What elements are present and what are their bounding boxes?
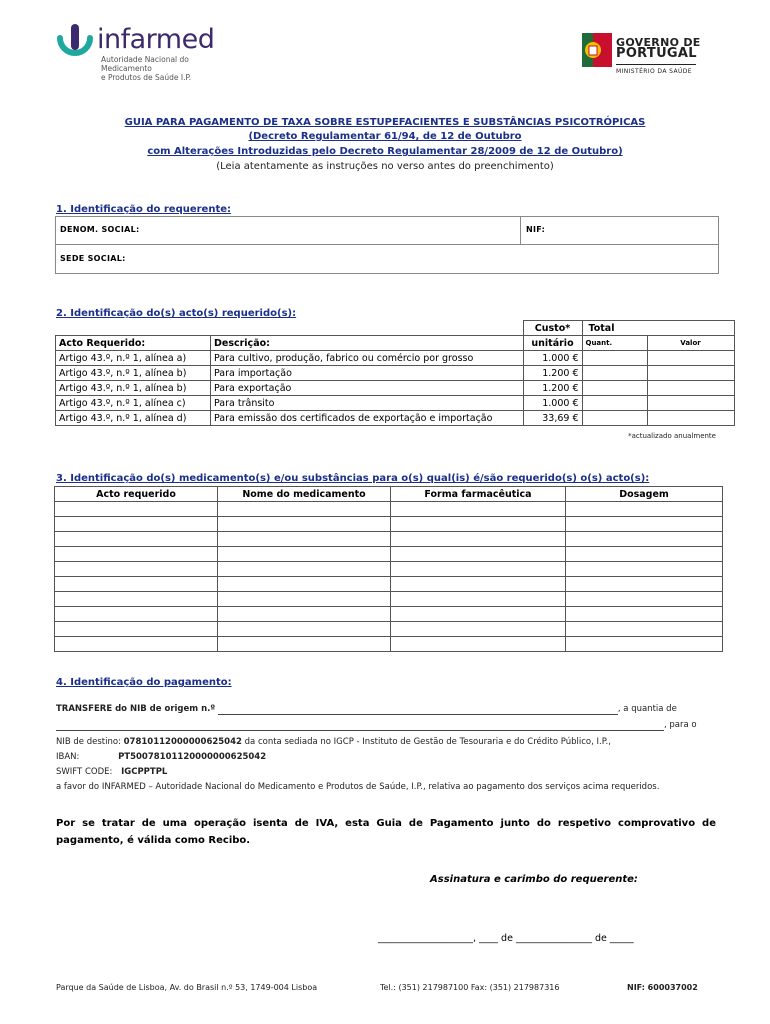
cell-input[interactable]	[566, 502, 723, 517]
cell-input[interactable]	[55, 547, 218, 562]
cell-input[interactable]	[218, 592, 391, 607]
medicines-table	[54, 486, 723, 652]
table-row	[55, 577, 723, 592]
cell-input[interactable]	[218, 532, 391, 547]
date-place-line[interactable]: ____________________, ____ de ________________ de _____	[378, 933, 634, 944]
quant-field[interactable]	[582, 396, 647, 411]
quant-field[interactable]	[582, 411, 647, 426]
swift-value: IGCPPTPL	[121, 767, 168, 777]
table-row	[55, 517, 723, 532]
table-row	[55, 532, 723, 547]
valor-field[interactable]	[647, 396, 734, 411]
quant-field[interactable]	[582, 366, 647, 381]
col-custo: Custo*	[523, 321, 582, 336]
cell-input[interactable]	[566, 577, 723, 592]
cell-input[interactable]	[566, 592, 723, 607]
cell-input[interactable]	[55, 517, 218, 532]
valor-field[interactable]	[647, 351, 734, 366]
cell-input[interactable]	[391, 607, 566, 622]
cell-input[interactable]	[566, 622, 723, 637]
nib-destino-value: 07810112000000625042	[123, 737, 242, 747]
cell-input[interactable]	[55, 607, 218, 622]
cell-input[interactable]	[391, 562, 566, 577]
cell-input[interactable]	[218, 517, 391, 532]
logo-subtitle: Autoridade Nacional do Medicamento e Produtos de Saúde I.P.	[101, 55, 192, 82]
cell-input[interactable]	[55, 637, 218, 652]
footer-address: Parque da Saúde de Lisboa, Av. do Brasil n.º 53, 1749-004 Lisboa	[56, 983, 318, 992]
nib-destino-line: NIB de destino: 07810112000000625042 da conta sediada no IGCP - Instituto de Gestão de Tesouraria e do Crédito Público, I.P.,	[56, 737, 611, 747]
cell-input[interactable]	[566, 562, 723, 577]
amount-field[interactable]	[56, 720, 664, 731]
table-row	[55, 607, 723, 622]
cell-input[interactable]	[218, 607, 391, 622]
infarmed-logo-icon	[56, 22, 94, 60]
cell-input[interactable]	[55, 562, 218, 577]
cell-input[interactable]	[391, 637, 566, 652]
fee-row: Artigo 43.º, n.º 1, alínea c) Para trânsito 1.000 €	[56, 396, 735, 411]
cell-input[interactable]	[55, 577, 218, 592]
col-nome-medicamento: Nome do medicamento	[218, 487, 391, 502]
cell-input[interactable]	[566, 517, 723, 532]
signature-label: Assinatura e carimbo do requerente:	[430, 874, 638, 885]
cell-input[interactable]	[391, 547, 566, 562]
nif-label: NIF:	[526, 225, 546, 234]
table-row	[55, 592, 723, 607]
fee-row: Artigo 43.º, n.º 1, alínea a) Para cultivo, produção, fabrico ou comércio por grosso 1.000 €	[56, 351, 735, 366]
fee-row: Artigo 43.º, n.º 1, alínea b) Para importação 1.200 €	[56, 366, 735, 381]
table-row	[55, 562, 723, 577]
cell-input[interactable]	[218, 562, 391, 577]
section2-heading: 2. Identificação do(s) acto(s) requerido(s):	[56, 308, 297, 319]
section4-heading: 4. Identificação do pagamento:	[56, 677, 232, 688]
gov-divider	[616, 64, 696, 65]
quant-field[interactable]	[582, 351, 647, 366]
cell-input[interactable]	[391, 577, 566, 592]
cell-input[interactable]	[55, 622, 218, 637]
col-acto-requerido: Acto requerido	[55, 487, 218, 502]
cell-input[interactable]	[391, 592, 566, 607]
doc-title-amendment: com Alterações Introduzidas pelo Decreto Regulamentar 28/2009 de 12 de Outubro)	[147, 146, 623, 157]
col-forma-farmaceutica: Forma farmacêutica	[391, 487, 566, 502]
requester-box	[55, 216, 719, 274]
iban-value: PT50078101120000000625042	[118, 752, 267, 762]
cell-input[interactable]	[218, 622, 391, 637]
origin-nib-field[interactable]	[218, 704, 618, 715]
fee-row: Artigo 43.º, n.º 1, alínea d) Para emissão dos certificados de exportação e importação 33,69 €	[56, 411, 735, 426]
medicines-table-wrap	[54, 486, 723, 652]
gov-portugal-text: GOVERNO DE PORTUGAL	[616, 36, 701, 61]
col-total: Total	[582, 321, 734, 336]
quant-field[interactable]	[582, 381, 647, 396]
cell-input[interactable]	[218, 637, 391, 652]
iva-notice: Por se tratar de uma operação isenta de IVA, esta Guia de Pagamento junto do respetivo comprovativo de pagamento, é válida como Recibo.	[56, 818, 716, 846]
valor-field[interactable]	[647, 366, 734, 381]
cell-input[interactable]	[391, 502, 566, 517]
favor-line: a favor do INFARMED – Autoridade Nacional do Medicamento e Produtos de Saúde, I.P., relativa ao pagamento dos serviços acima requeridos.	[56, 782, 660, 792]
cell-input[interactable]	[55, 532, 218, 547]
cell-input[interactable]	[391, 517, 566, 532]
doc-title-decree: (Decreto Regulamentar 61/94, de 12 de Outubro	[248, 131, 522, 142]
cell-input[interactable]	[566, 547, 723, 562]
cell-input[interactable]	[218, 547, 391, 562]
cell-input[interactable]	[218, 502, 391, 517]
iban-line: IBAN: PT50078101120000000625042	[56, 752, 267, 762]
doc-title: GUIA PARA PAGAMENTO DE TAXA SOBRE ESTUPEFACIENTES E SUBSTÂNCIAS PSICOTRÓPICAS	[124, 117, 646, 128]
sede-social-label: SEDE SOCIAL:	[60, 254, 126, 263]
footer-tel: Tel.: (351) 217987100 Fax: (351) 217987316	[380, 983, 560, 992]
col-descricao: Descrição:	[211, 336, 524, 351]
table-row	[55, 622, 723, 637]
col-acto: Acto Requerido:	[56, 336, 211, 351]
section1-heading: 1. Identificação do requerente:	[56, 204, 232, 215]
transfer-line: TRANSFERE do NIB de origem n.º , a quantia de	[56, 704, 677, 714]
update-note: *actualizado anualmente	[628, 432, 716, 440]
cell-input[interactable]	[55, 502, 218, 517]
footer-nif: NIF: 600037002	[627, 983, 698, 992]
col-quant: Quant.	[582, 336, 647, 351]
logo-wordmark: infarmed	[97, 24, 215, 55]
valor-field[interactable]	[647, 411, 734, 426]
table-row	[55, 637, 723, 652]
cell-input[interactable]	[391, 622, 566, 637]
cell-input[interactable]	[566, 637, 723, 652]
cell-input[interactable]	[391, 532, 566, 547]
section3-heading: 3. Identificação do(s) medicamento(s) e/ou substâncias para o(s) qual(is) é/são requerido(s) o(s) acto(s):	[56, 473, 650, 484]
fees-table	[55, 320, 735, 426]
table-row	[55, 547, 723, 562]
portugal-emblem-icon	[582, 33, 612, 67]
col-unitario: unitário	[523, 336, 582, 351]
ministry-label: MINISTÉRIO DA SAÚDE	[616, 68, 692, 75]
cell-input[interactable]	[566, 532, 723, 547]
denom-social-label: DENOM. SOCIAL:	[60, 225, 140, 234]
fee-row: Artigo 43.º, n.º 1, alínea b) Para exportação 1.200 €	[56, 381, 735, 396]
cell-input[interactable]	[55, 592, 218, 607]
swift-line: SWIFT CODE: IGCPPTPL	[56, 767, 168, 777]
col-dosagem: Dosagem	[566, 487, 723, 502]
doc-instructions: (Leia atentamente as instruções no verso antes do preenchimento)	[216, 161, 554, 172]
col-valor: Valor	[647, 336, 734, 351]
table-row	[55, 502, 723, 517]
fees-table-wrap	[55, 320, 735, 426]
cell-input[interactable]	[566, 607, 723, 622]
amount-line: , para o	[56, 720, 716, 731]
cell-input[interactable]	[218, 577, 391, 592]
valor-field[interactable]	[647, 381, 734, 396]
